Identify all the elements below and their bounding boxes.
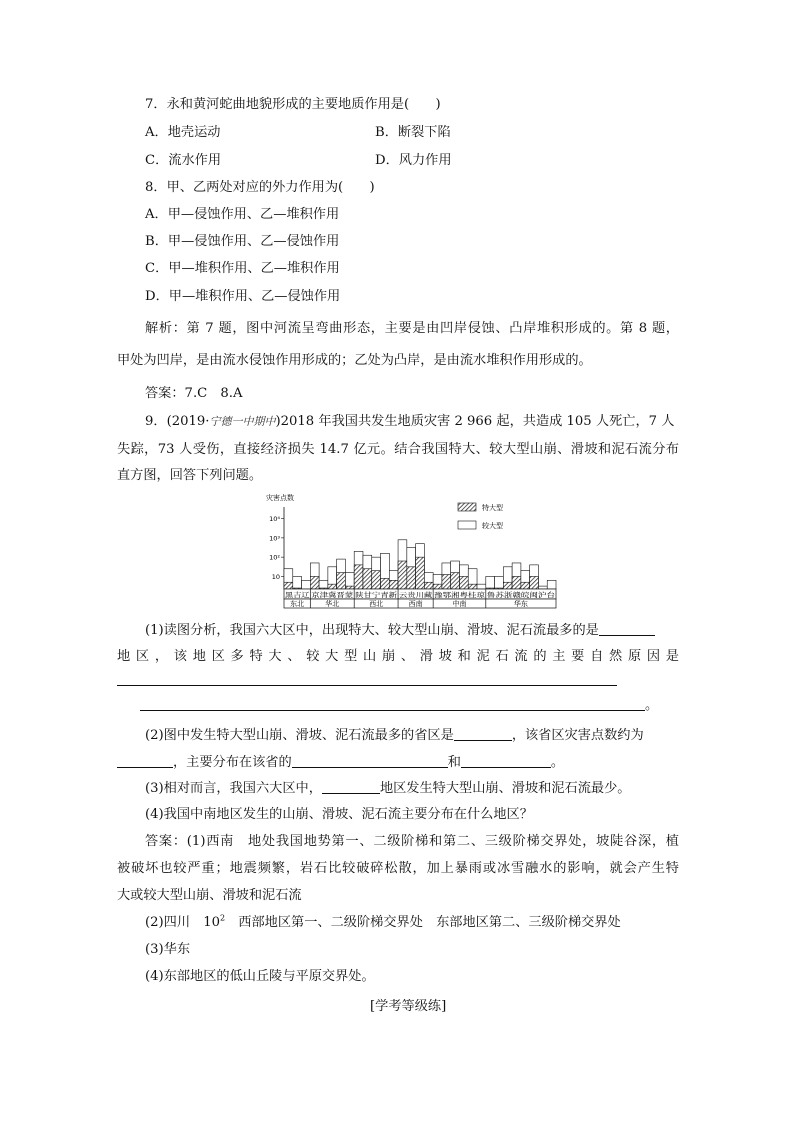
blank-4[interactable] xyxy=(454,726,512,741)
q9-part2-and: 和 xyxy=(447,755,461,770)
q8-option-c: C．甲—堆积作用、乙—堆积作用 xyxy=(145,261,340,276)
bar-extra-large-7 xyxy=(345,586,354,589)
category-label: 豫鄂湘粤桂琼 xyxy=(434,590,473,599)
bar-extra-large-14 xyxy=(407,567,416,589)
region-label: 西南 xyxy=(408,600,423,608)
bar-extra-large-25 xyxy=(503,582,512,589)
bar-larger-1 xyxy=(293,576,302,589)
answer-9-part1-line-1: 答案：(1)西南 地处我国地势第一、二级阶梯和第二、三级阶梯交界处，坡陡谷深，植 xyxy=(145,834,679,849)
bar-extra-large-12 xyxy=(389,580,398,589)
bar-extra-large-5 xyxy=(328,584,337,589)
legend-label-extra-large: 特大型 xyxy=(482,504,503,512)
answer-9-part2-a: (2)四川 10 xyxy=(145,915,221,930)
bar-extra-large-27 xyxy=(521,582,530,589)
analysis-line-2: 甲处为凹岸，是由流水侵蚀作用形成的；乙处为凸岸，是由流水堆积作用形成的。 xyxy=(117,353,592,368)
blank-1[interactable] xyxy=(599,621,655,636)
region-label: 华东 xyxy=(513,600,528,608)
region-label: 东北 xyxy=(290,600,305,608)
answer-9-part2-b: 西部地区第一、二级阶梯交界处 东部地区第二、三级阶梯交界处 xyxy=(225,915,621,930)
y-tick-label: 10 xyxy=(271,572,280,581)
legend-swatch-extra-large xyxy=(458,503,476,511)
q9-line-2: 失踪，73 人受伤，直接经济损失 14.7 亿元。结合我国特大、较大型山崩、滑坡和泥石流分布 xyxy=(117,442,679,457)
blank-2[interactable] xyxy=(117,671,617,686)
q8-option-b: B．甲—侵蚀作用、乙—侵蚀作用 xyxy=(145,234,340,249)
q9-part1-line-2: 地区，该地区多特大、较大型山崩、滑坡和泥石流的主要自然原因是 xyxy=(117,649,679,664)
answer-9-part3: (3)华东 xyxy=(145,942,191,957)
q9-prefix: 9．(2019· xyxy=(145,414,210,429)
blank-3[interactable] xyxy=(140,696,645,711)
category-label: 鲁苏浙赣皖闽沪台 xyxy=(486,590,538,599)
bar-extra-large-9 xyxy=(363,569,372,589)
q8-stem: 8．甲、乙两处对应的外力作用为( ) xyxy=(145,180,375,195)
q8-option-a: A．甲—侵蚀作用、乙—堆积作用 xyxy=(145,207,340,222)
q8-option-d: D．甲—堆积作用、乙—侵蚀作用 xyxy=(145,289,341,304)
bar-extra-large-17 xyxy=(433,584,442,589)
bar-extra-large-8 xyxy=(354,565,363,589)
q9-part2-text-b: ，该省区灾害点数约为 xyxy=(511,728,644,743)
bar-extra-large-11 xyxy=(381,578,390,589)
bar-extra-large-16 xyxy=(424,582,433,589)
q9-part2-line-1 xyxy=(145,726,644,745)
answer-9-part2-sup: 2 xyxy=(220,913,226,923)
q9-source-handwritten: 宁德一中期中 xyxy=(209,415,276,428)
category-label: 云贵川藏 xyxy=(399,590,425,599)
bar-larger-23 xyxy=(486,576,495,589)
q9-line-1-rest: )2018 年我国共发生地质灾害 2 966 起，共造成 105 人死亡，7 人 xyxy=(275,414,675,429)
q9-line-3: 直方图，回答下列问题。 xyxy=(117,468,263,483)
bar-extra-large-21 xyxy=(468,584,477,589)
bar-extra-large-19 xyxy=(451,573,460,589)
q7-option-c: C．流水作用 xyxy=(145,153,222,168)
answer-7-8: 答案：7.C 8.A xyxy=(145,386,243,401)
blank-6[interactable] xyxy=(292,753,448,768)
answer-9-part4: (4)东部地区的低山丘陵与平原交界处。 xyxy=(145,969,375,984)
q9-part1-line-1 xyxy=(145,621,655,640)
region-label: 西北 xyxy=(369,600,384,608)
bar-extra-large-18 xyxy=(442,575,451,589)
y-axis-label: 灾害点数 xyxy=(266,494,294,502)
bar-larger-29 xyxy=(538,586,547,589)
category-label: 京津冀晋蒙 xyxy=(311,590,344,599)
q7-stem: 7．永和黄河蛇曲地貌形成的主要地质作用是( ) xyxy=(145,97,441,112)
q7-option-d: D．风力作用 xyxy=(375,153,452,168)
category-label: 黑吉辽 xyxy=(285,590,305,599)
q9-part2-text-c: ，主要分布在该省的 xyxy=(173,755,292,770)
y-tick-label: 10² xyxy=(269,553,280,562)
q9-part2-text-a: (2)图中发生特大型山崩、滑坡、泥石流最多的省区是 xyxy=(145,728,454,743)
section-footer: [学考等级练] xyxy=(370,999,447,1014)
analysis-line-1: 解析：第 7 题，图中河流呈弯曲形态，主要是由凹岸侵蚀、凸岸堆积形成的。第 8 题， xyxy=(145,321,679,336)
region-label: 中南 xyxy=(452,600,467,608)
answer-9-part2 xyxy=(145,914,621,932)
disaster-histogram xyxy=(262,493,562,613)
histogram-svg xyxy=(262,493,562,613)
q9-part1-end: 。 xyxy=(645,698,659,713)
q9-part1-text-a: (1)读图分析，我国六大区中，出现特大、较大型山崩、滑坡、泥石流最多的是 xyxy=(145,623,599,638)
q9-part3-text-b: 地区发生特大型山崩、滑坡和泥石流最少。 xyxy=(379,781,631,796)
bar-extra-large-13 xyxy=(398,561,407,589)
q9-line-1 xyxy=(145,413,674,431)
blank-7[interactable] xyxy=(461,753,551,768)
bar-larger-24 xyxy=(495,576,504,589)
y-tick-label: 10⁴ xyxy=(269,515,280,524)
bar-larger-30 xyxy=(547,580,556,589)
bar-larger-22 xyxy=(477,584,486,589)
bar-extra-large-3 xyxy=(310,576,319,589)
answer-9-part1-line-3: 大或较大型山崩、滑坡和泥石流 xyxy=(117,888,302,903)
q9-part3-text-a: (3)相对而言，我国六大区中， xyxy=(145,781,322,796)
bar-extra-large-20 xyxy=(459,576,468,589)
answer-9-part1-line-2: 被破坏也较严重；地震频繁，岩石比较破碎松散，加上暴雨或冰雪融水的影响，就会产生特 xyxy=(117,861,679,876)
category-label: 陕甘宁青新 xyxy=(355,590,388,599)
q9-part2-end: 。 xyxy=(550,755,565,770)
q9-part2-line-2 xyxy=(117,753,564,772)
bar-extra-large-6 xyxy=(337,573,346,589)
q9-part3 xyxy=(145,779,631,798)
bar-extra-large-10 xyxy=(372,571,381,589)
bar-larger-2 xyxy=(302,580,311,589)
q9-part1-line-4 xyxy=(140,696,658,715)
legend-swatch-larger xyxy=(458,521,476,529)
blank-8[interactable] xyxy=(322,779,380,794)
q7-option-b: B．断裂下陷 xyxy=(375,125,451,140)
bar-extra-large-26 xyxy=(512,576,521,589)
legend-label-larger: 较大型 xyxy=(482,522,503,530)
bar-larger-4 xyxy=(319,580,328,589)
bar-extra-large-15 xyxy=(416,557,425,589)
bar-extra-large-28 xyxy=(530,576,539,589)
blank-5[interactable] xyxy=(117,753,173,768)
q7-option-a: A．地壳运动 xyxy=(145,125,221,140)
y-tick-label: 10³ xyxy=(269,534,280,543)
q9-part4: (4)我国中南地区发生的山崩、滑坡、泥石流主要分布在什么地区？ xyxy=(145,807,533,822)
region-label: 华北 xyxy=(325,600,340,608)
bar-extra-large-0 xyxy=(284,582,293,589)
